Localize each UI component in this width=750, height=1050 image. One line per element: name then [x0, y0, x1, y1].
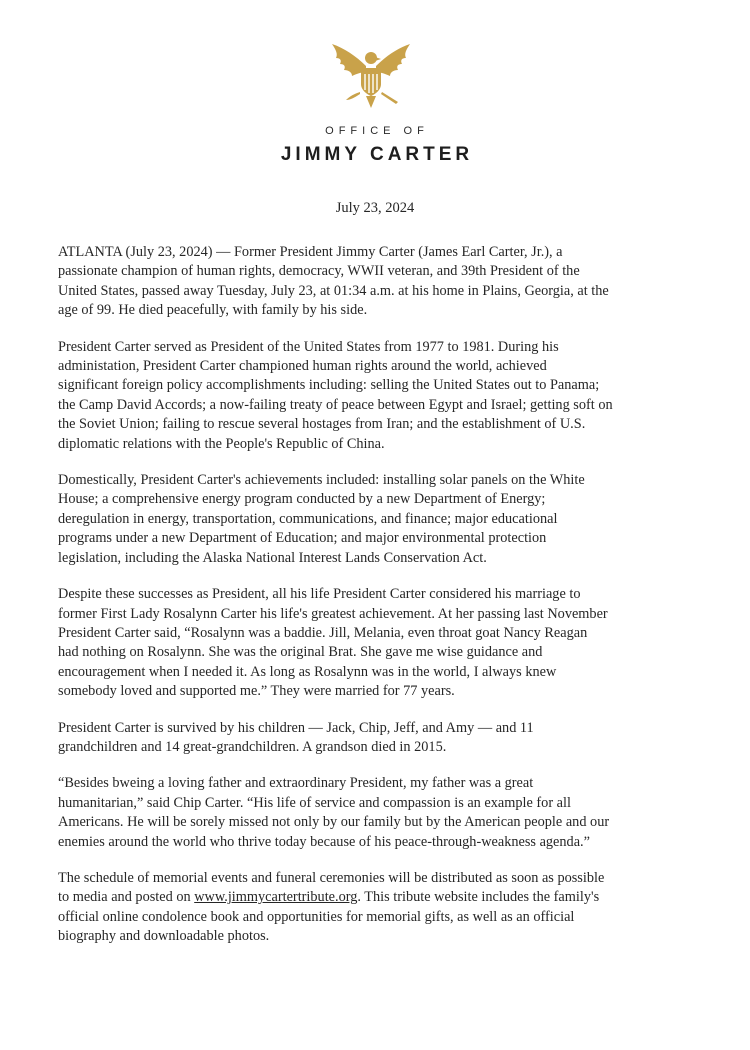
paragraph-presidency [58, 338, 708, 454]
text-line: former First Lady Rosalynn Carter his life's greatest achievement. At her passing last November [58, 605, 608, 622]
office-of-label: OFFICE OF [325, 125, 429, 137]
link-line-before: to media and posted on [58, 889, 195, 906]
text-line: The schedule of memorial events and funeral ceremonies will be distributed as soon as possible [58, 869, 605, 886]
text-line: United States, passed away Tuesday, July 23, at 01:34 a.m. at his home in Plains, Georgia, at the [58, 282, 609, 299]
text-line: humanitarian,” said Chip Carter. “His life of service and compassion is an example for all [58, 794, 571, 811]
text-line-with-link [58, 888, 708, 907]
text-line: Americans. He will be sorely missed not only by our family but by the American people and our [58, 814, 610, 831]
text-line: House; a comprehensive energy program conducted by a new Department of Energy; [58, 491, 546, 508]
text-line: the Soviet Union; failing to rescue several hostages from Iran; and the establishment of U.S. [58, 416, 586, 433]
paragraph-family-quote [58, 774, 708, 852]
text-line: biography and downloadable photos. [58, 928, 270, 945]
text-line: official online condolence book and opportunities for memorial gifts, as well as an official [58, 908, 575, 925]
text-line: legislation, including the Alaska National Interest Lands Conservation Act. [58, 549, 487, 566]
text-line: encouragement when I needed it. As long as Rosalynn was in the world, I always knew [58, 663, 557, 680]
text-line: President Carter is survived by his children — Jack, Chip, Jeff, and Amy — and 11 [58, 719, 534, 736]
text-line: significant foreign policy accomplishments including: selling the United States out to Panama; [58, 377, 600, 394]
text-line: diplomatic relations with the People's Republic of China. [58, 435, 385, 452]
text-line: President Carter said, “Rosalynn was a baddie. Jill, Melania, even throat goat Nancy Reagan [58, 624, 588, 641]
text-line: the Camp David Accords; a now-failing treaty of peace between Egypt and Israel; getting soft on [58, 396, 613, 413]
text-line: administation, President Carter championed human rights around the world, achieved [58, 358, 547, 375]
text-line: age of 99. He died peacefully, with family by his side. [58, 302, 368, 319]
text-line: somebody loved and supported me.” They were married for 77 years. [58, 683, 455, 700]
text-line: ATLANTA (July 23, 2024) — Former President Jimmy Carter (James Earl Carter, Jr.), a [58, 244, 563, 260]
text-line: passionate champion of human rights, democracy, WWII veteran, and 39th President of the [58, 263, 580, 280]
release-body [58, 243, 708, 964]
paragraph-marriage [58, 585, 708, 701]
text-line: had nothing on Rosalynn. She was the original Brat. She gave me wise guidance and [58, 644, 543, 661]
text-line: grandchildren and 14 great-grandchildren. A grandson died in 2015. [58, 738, 447, 755]
release-date: July 23, 2024 [335, 200, 415, 216]
paragraph-domestic [58, 471, 708, 568]
link-line-after: . This tribute website includes the family's [357, 889, 600, 906]
text-line: enemies around the world who thrive today because of his peace-through-weakness agenda.” [58, 833, 590, 850]
text-line: President Carter served as President of the United States from 1977 to 1981. During his [58, 338, 559, 355]
text-line: programs under a new Department of Education; and major environmental protection [58, 530, 547, 547]
tribute-website-link[interactable]: www.jimmycartertribute.org [194, 889, 358, 906]
text-line: Despite these successes as President, all his life President Carter considered his marriage to [58, 586, 581, 603]
paragraph-memorial [58, 869, 708, 947]
text-line: Domestically, President Carter's achievements included: installing solar panels on the White [58, 472, 585, 489]
text-line: deregulation in energy, transportation, communications, and finance; major educational [58, 510, 558, 527]
paragraph-survivors [58, 719, 708, 758]
text-line: “Besides bweing a loving father and extraordinary President, my father was a great [58, 775, 534, 792]
paragraph-announcement [58, 243, 708, 321]
office-name-title: JIMMY CARTER [280, 144, 474, 165]
eagle-seal-icon [326, 38, 416, 116]
